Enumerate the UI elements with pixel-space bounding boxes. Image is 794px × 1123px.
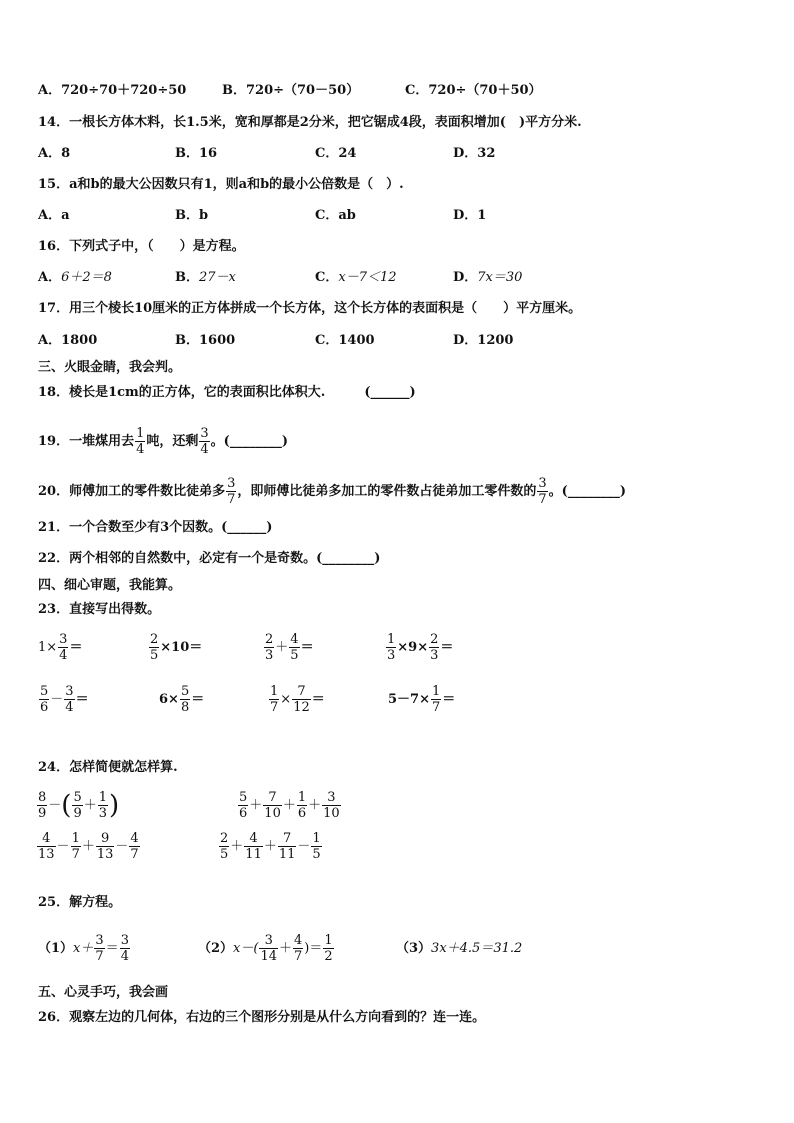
q17-option-d: D．1200: [453, 333, 514, 348]
q17-stem: 17．用三个棱长10厘米的正方体拼成一个长方体，这个长方体的表面积是（ ）平方厘米。: [38, 301, 582, 316]
q17-option-b: B．1600: [175, 333, 236, 348]
q16-a-label: A．: [38, 270, 62, 285]
q25-equation-1: （1）x＋ $\frac{3}{7}$ ＝ $\frac{3}{4}$: [38, 933, 129, 964]
q16-option-b: [175, 269, 236, 287]
q23-title: 23．直接写出得数。: [38, 602, 161, 617]
q16-option-d: [453, 269, 522, 287]
q21: 21．一个合数至少有3个因数。(______): [38, 520, 273, 535]
q14-stem: 14．一根长方体木料，长1.5米，宽和厚都是2分米，把它锯成4段，表面积增加( )平方分米.: [38, 115, 582, 130]
q19-fraction-2: $\frac{3}{4}$: [200, 426, 209, 457]
q16-d-expr: 7x＝30: [477, 270, 523, 285]
q24-expr-2: $\frac{5}{6}$ ＋ $\frac{7}{10}$ ＋ $\frac{1}{6}$ ＋ $\frac{3}{10}$: [239, 790, 340, 821]
q20-text-1: 20．师傅加工的零件数比徒弟多: [38, 484, 226, 499]
q19-text-1: 19．一堆煤用去: [38, 434, 135, 449]
q26: 26．观察左边的几何体，右边的三个图形分别是从什么方向看到的？连一连。: [38, 1010, 486, 1025]
q16-b-label: B．: [175, 270, 199, 285]
q14-option-c: C．24: [315, 146, 357, 161]
q24-title: 24．怎样简便就怎样算.: [38, 760, 178, 775]
q20: [38, 472, 626, 512]
q25-equation-2: （2）x－( $\frac{3}{14}$ ＋ $\frac{4}{7}$ )＝ $\frac{1}{2}$: [198, 933, 333, 964]
q13-option-a: A．720÷70＋720÷50: [38, 83, 187, 98]
q16-a-expr: 6＋2＝8: [61, 270, 112, 285]
q25-title: 25．解方程。: [38, 895, 122, 910]
q23-expr-4: $\frac{1}{3}$ ×9× $\frac{2}{3}$ ＝: [387, 632, 454, 663]
q16-stem: 16．下列式子中，（ ）是方程。: [38, 239, 245, 254]
q16-d-label: D．: [453, 270, 478, 285]
q14-option-b: B．16: [175, 146, 218, 161]
q19: [38, 422, 288, 462]
q19-text-3: 。(________): [210, 434, 288, 449]
q13-option-c: C．720÷（70＋50）: [405, 83, 542, 98]
q15-option-b: B．b: [175, 208, 209, 223]
q16-b-expr: 27－x: [199, 270, 236, 285]
q16-option-c: [315, 269, 397, 287]
q20-fraction-1: $\frac{3}{7}$: [227, 476, 236, 507]
q17-option-a: A．1800: [38, 333, 98, 348]
section-5-heading: 五、心灵手巧，我会画: [38, 985, 169, 1000]
section-4-heading: 四、细心审题，我能算。: [38, 578, 182, 593]
q16-c-label: C．: [315, 270, 339, 285]
section-3-heading: 三、火眼金睛，我会判。: [38, 360, 182, 375]
q25-equation-3: （3）3x＋4.5＝31.2: [396, 941, 523, 956]
q20-fraction-2: $\frac{3}{7}$: [538, 476, 547, 507]
q20-text-2: ，即师傅比徒弟多加工的零件数占徒弟加工零件数的: [237, 484, 537, 499]
q24-expr-1: $\frac{8}{9}$ －( $\frac{5}{9}$ ＋ $\frac{1}{3}$ ): [38, 790, 120, 821]
q14-option-a: A．8: [38, 146, 71, 161]
q23-expr-8: 5－7× $\frac{1}{7}$ ＝: [388, 684, 456, 715]
q16-c-expr: x－7＜12: [338, 270, 397, 285]
q15-option-d: D．1: [453, 208, 487, 223]
q19-text-2: 吨，还剩: [146, 434, 199, 449]
q16-option-a: [38, 269, 112, 287]
q15-option-a: A．a: [38, 208, 70, 223]
q23-expr-6: 6× $\frac{5}{8}$ ＝: [159, 684, 205, 715]
q15-option-c: C．ab: [315, 208, 356, 223]
q23-expr-1: 1× $\frac{3}{4}$ ＝: [38, 632, 83, 663]
q20-text-3: 。(________): [548, 484, 626, 499]
q15-stem: 15．a和b的最大公因数只有1，则a和b的最小公倍数是（ ）.: [38, 177, 404, 192]
q23-expr-7: $\frac{1}{7}$ × $\frac{7}{12}$ ＝: [270, 684, 325, 715]
q23-expr-5: $\frac{5}{6}$ － $\frac{3}{4}$ ＝: [40, 684, 89, 715]
q24-expr-3: $\frac{4}{13}$ － $\frac{1}{7}$ ＋ $\frac{9}{13}$ － $\frac{4}{7}$: [38, 831, 139, 862]
q13-option-b: B．720÷（70－50）: [222, 83, 360, 98]
q18: 18．棱长是1cm的正方体，它的表面积比体积大. (______): [38, 385, 416, 400]
q24-expr-4: $\frac{2}{5}$ ＋ $\frac{4}{11}$ ＋ $\frac{7}{11}$ － $\frac{1}{5}$: [220, 831, 321, 862]
q17-option-c: C．1400: [315, 333, 375, 348]
q14-option-d: D．32: [453, 146, 496, 161]
q23-expr-2: $\frac{2}{5}$ ×10＝: [150, 632, 203, 663]
q22: 22．两个相邻的自然数中，必定有一个是奇数。(________): [38, 551, 381, 566]
q23-expr-3: $\frac{2}{3}$ ＋ $\frac{4}{5}$ ＝: [265, 632, 314, 663]
q19-fraction-1: $\frac{1}{4}$: [136, 426, 145, 457]
